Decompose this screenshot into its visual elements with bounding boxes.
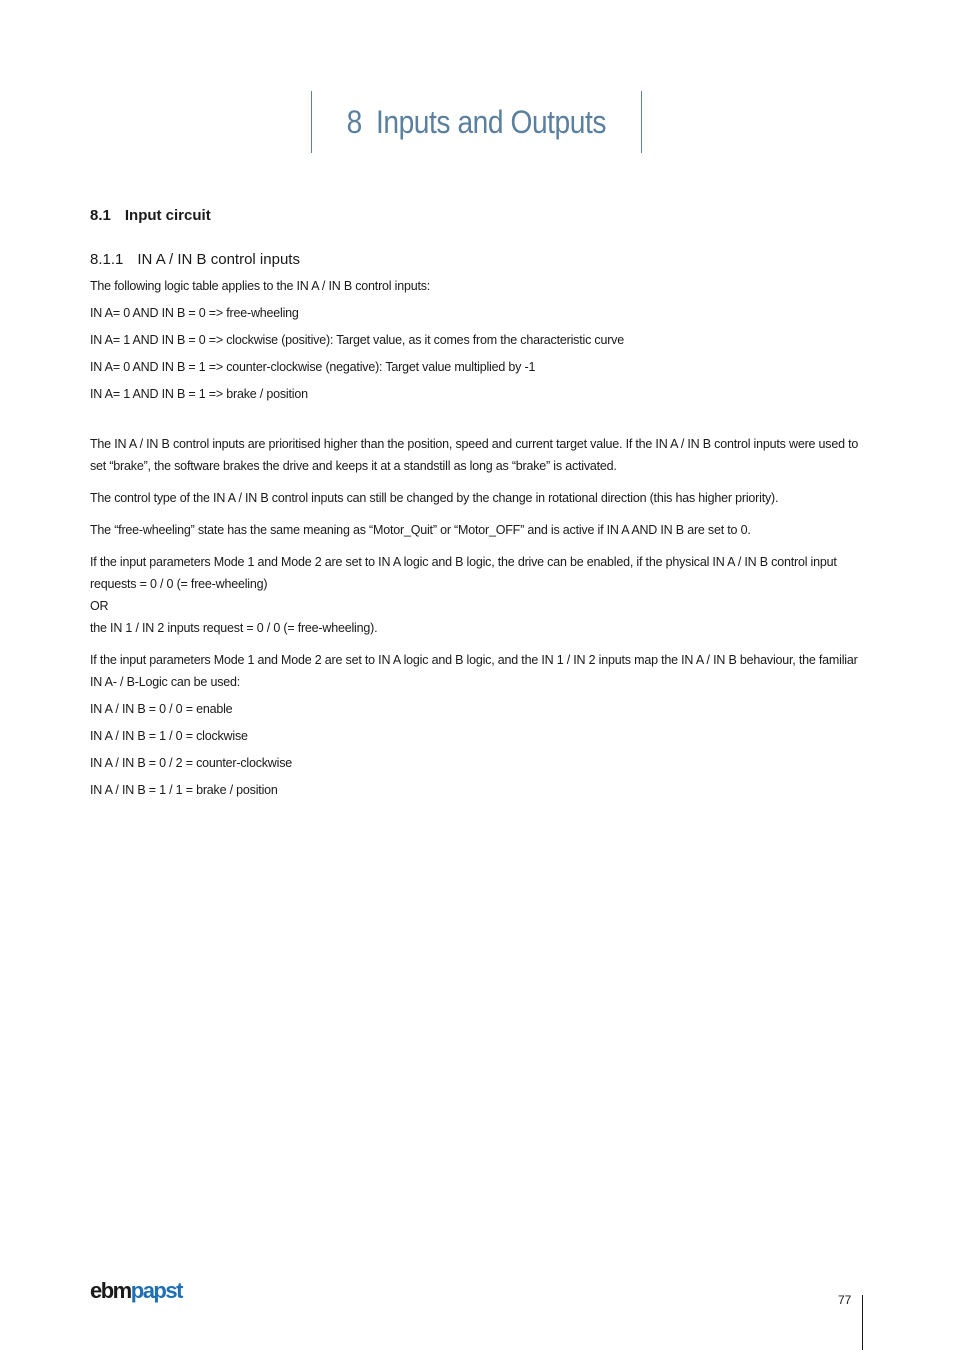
priority-paragraph: The IN A / IN B control inputs are prioritised higher than the position, speed and current target value. If the IN A / IN B control inputs were used to set “brake”, the software brakes the drive and keeps it at a standstill as long as “brake” is activated. — [90, 437, 859, 473]
free-wheeling-paragraph: The “free-wheeling” state has the same meaning as “Motor_Quit” or “Motor_OFF” and is active if IN A AND IN B are set to 0. — [90, 523, 751, 537]
familiar-paragraph: If the input parameters Mode 1 and Mode 2 are set to IN A logic and B logic, and the IN 1 / IN 2 inputs map the IN A / IN B behaviour, the familiar IN A- / B-Logic can be used: — [90, 653, 858, 689]
familiar-row: IN A / IN B = 1 / 0 = clockwise — [90, 729, 248, 743]
logic-row: IN A= 0 AND IN B = 1 => counter-clockwise (negative): Target value multiplied by -1 — [90, 360, 536, 374]
familiar-row: IN A / IN B = 0 / 0 = enable — [90, 702, 233, 716]
or-text: OR — [90, 599, 109, 613]
section-number: 8.1 — [90, 207, 111, 224]
chapter-number: 8 — [346, 103, 363, 140]
page-number-rule — [862, 1295, 863, 1350]
logo-papst: papst — [130, 1278, 182, 1303]
logic-row: IN A= 1 AND IN B = 1 => brake / position — [90, 387, 308, 401]
section-title: Input circuit — [124, 207, 211, 224]
logic-row: IN A= 0 AND IN B = 0 => free-wheeling — [90, 306, 299, 320]
enable-paragraph-2: the IN 1 / IN 2 inputs request = 0 / 0 (= free-wheeling). — [90, 621, 378, 635]
logic-row: IN A= 1 AND IN B = 0 => clockwise (positive): Target value, as it comes from the characteristic curve — [90, 333, 624, 347]
ebmpapst-logo — [90, 1278, 182, 1304]
intro-text: The following logic table applies to the IN A / IN B control inputs: — [90, 279, 431, 293]
chapter-title — [347, 104, 606, 141]
subsection-heading — [90, 249, 865, 271]
subsection-number: 8.1.1 — [90, 251, 124, 268]
page-content — [90, 205, 865, 801]
chapter-header — [311, 91, 642, 153]
subsection-title: IN A / IN B control inputs — [137, 251, 300, 268]
control-type-paragraph: The control type of the IN A / IN B control inputs can still be changed by the change in rotational direction (this has higher priority). — [90, 491, 779, 505]
familiar-row: IN A / IN B = 1 / 1 = brake / position — [90, 783, 278, 797]
familiar-row: IN A / IN B = 0 / 2 = counter-clockwise — [90, 756, 293, 770]
enable-paragraph: If the input parameters Mode 1 and Mode 2 are set to IN A logic and B logic, the drive can be enabled, if the physical IN A / IN B control input requests = 0 / 0 (= free-wheeling) — [90, 555, 837, 591]
page-number: 77 — [838, 1293, 852, 1307]
section-heading — [90, 205, 865, 227]
chapter-title-text: Inputs and Outputs — [376, 103, 607, 140]
logo-ebm: ebm — [90, 1278, 131, 1303]
